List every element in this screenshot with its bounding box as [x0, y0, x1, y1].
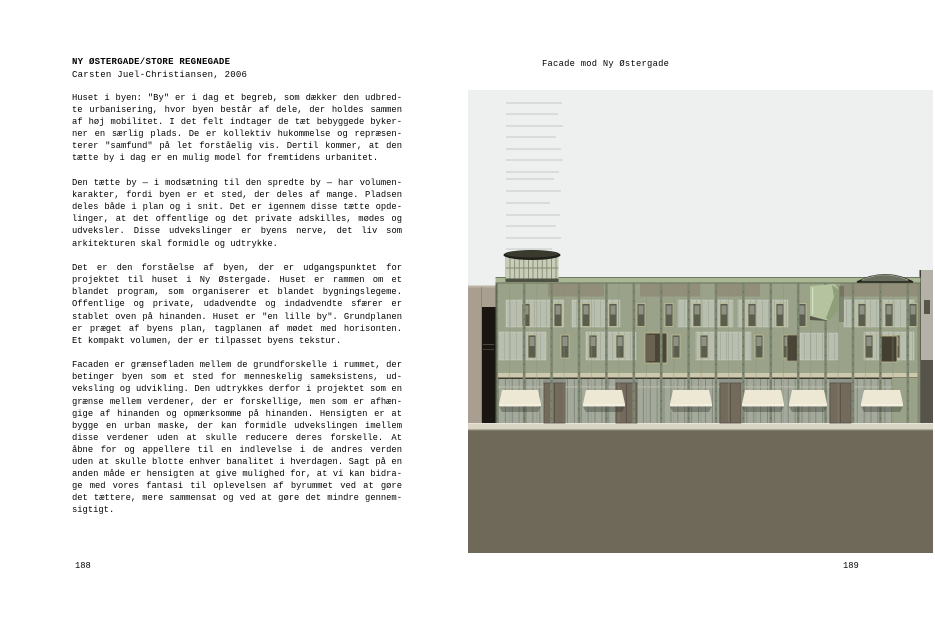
text-line: åbne for og appellere til en indlevelse i de andres verden [72, 444, 402, 455]
awning [583, 390, 625, 412]
adjacent-building-right [920, 270, 934, 423]
sidewalk [468, 423, 933, 430]
paragraph-3 [72, 262, 402, 347]
facade-left-edge [496, 282, 497, 423]
text-line: Den tætte by — i modsætning til den spredte by — har volumen- [72, 178, 402, 189]
awning [499, 390, 541, 412]
text-line: deles både i plan og i snit. Det er igennem disse tætte opde- [72, 202, 402, 213]
article-body [72, 92, 402, 529]
text-line: ner en særlig plads. De er kollektiv hukommelse og repræsen- [72, 129, 402, 140]
rooftop-cylinder [504, 250, 561, 282]
text-line: betinger byen som et sted for menneskelig sameksistens, ud- [72, 372, 402, 383]
text-line: Facaden er grænsefladen mellem de grundforskelle i rummet, der [72, 360, 402, 371]
text-line: Et kompakt volumen, der er tilpasset byens tekstur. [72, 335, 342, 346]
text-line: blandet program, som organiserer et blandet bygningslegeme. [72, 287, 402, 298]
adjacent-building-left [468, 286, 496, 424]
text-line: linger, at det offentlige og det private adskilles, mødes og [72, 214, 402, 225]
awning [789, 390, 827, 412]
facade-right-edge [918, 282, 921, 423]
page-number-right: 189 [843, 561, 859, 571]
text-line: tætte by i dag er en mulig model for fremtidens urbanitet. [72, 153, 379, 164]
street-foreground [468, 430, 933, 553]
text-line: det tættere, mere sammensat og ved at gøre det mindre gennem- [72, 493, 402, 504]
text-line: Det er den forståelse af byen, der er udgangspunktet for [72, 263, 402, 274]
text-line: sigtigt. [72, 505, 115, 516]
text-line: terer "samfund" på let forståelig vis. Dertil kommer, at den [72, 141, 402, 152]
text-line: udveksler. Disse udvekslinger er byens nerve, det liv som [72, 226, 402, 237]
text-line: gige af hinanden og opmærksomme på hinanden. Hensigten er at [72, 408, 402, 419]
paragraph-4 [72, 359, 402, 516]
awning [742, 390, 784, 412]
text-line: stablet oven på hinanden. Huset er "en lille by". Grundplanen [72, 311, 402, 322]
page-number-left: 188 [75, 561, 91, 571]
text-line: uden at skulle blotte enhver banalitet i hverdagen. Sagt på en [72, 457, 402, 468]
text-line: projektet til huset i Ny Østergade. Huset er rammen om et [72, 275, 402, 286]
facade-rendering [468, 90, 933, 553]
text-line: te urbanisering, hvor byen består af dele, der holdes sammen [72, 105, 402, 116]
facade-rendering-svg [468, 90, 933, 553]
text-line: veksling og udvikling. Den udtrykkes derfor i projektet som en [72, 384, 402, 395]
text-line: Offentlige og private, udadvendte og indadvendte sfærer er [72, 299, 402, 310]
shadow-recess [482, 307, 496, 423]
text-line: grænse mellem verdener, der er forskellige, men som er afhæn- [72, 396, 402, 407]
text-line: karakter, fordi byen er et sted, der deles af mange. Pladsen [72, 190, 402, 201]
figure-caption: Facade mod Ny Østergade [542, 59, 670, 69]
paragraph-2 [72, 177, 402, 250]
article-title: NY ØSTERGADE/STORE REGNEGADE [72, 57, 231, 67]
text-line: bygge en urban maske, der kan formidle udvekslingen imellem [72, 420, 402, 431]
roof-cornice [496, 277, 921, 284]
text-line: ge med vores fantasi til oplevelsen af byrummet ved at gøre [72, 481, 402, 492]
paragraph-1 [72, 92, 402, 165]
awning [861, 390, 903, 412]
text-line: af høj mobilitet. I det felt indtager de tæt bebyggede byker- [72, 117, 402, 128]
text-line: anden måde er hensigten at give mulighed for, at vi kan bidra- [72, 469, 402, 480]
text-line: Huset i byen: "By" er i dag et begreb, som dækker den udbred- [72, 93, 402, 103]
article-byline: Carsten Juel-Christiansen, 2006 [72, 70, 248, 80]
text-line: er præget af byens plan, tagplanen af mødet med horisonten. [72, 323, 402, 334]
awning [670, 390, 712, 412]
sidewalk-shadow [468, 429, 933, 430]
text-line: disse verdener uden at skulle reducere deres forskelle. At [72, 432, 402, 443]
text-line: arkitekturen skal formidle og udtrykke. [72, 238, 278, 249]
